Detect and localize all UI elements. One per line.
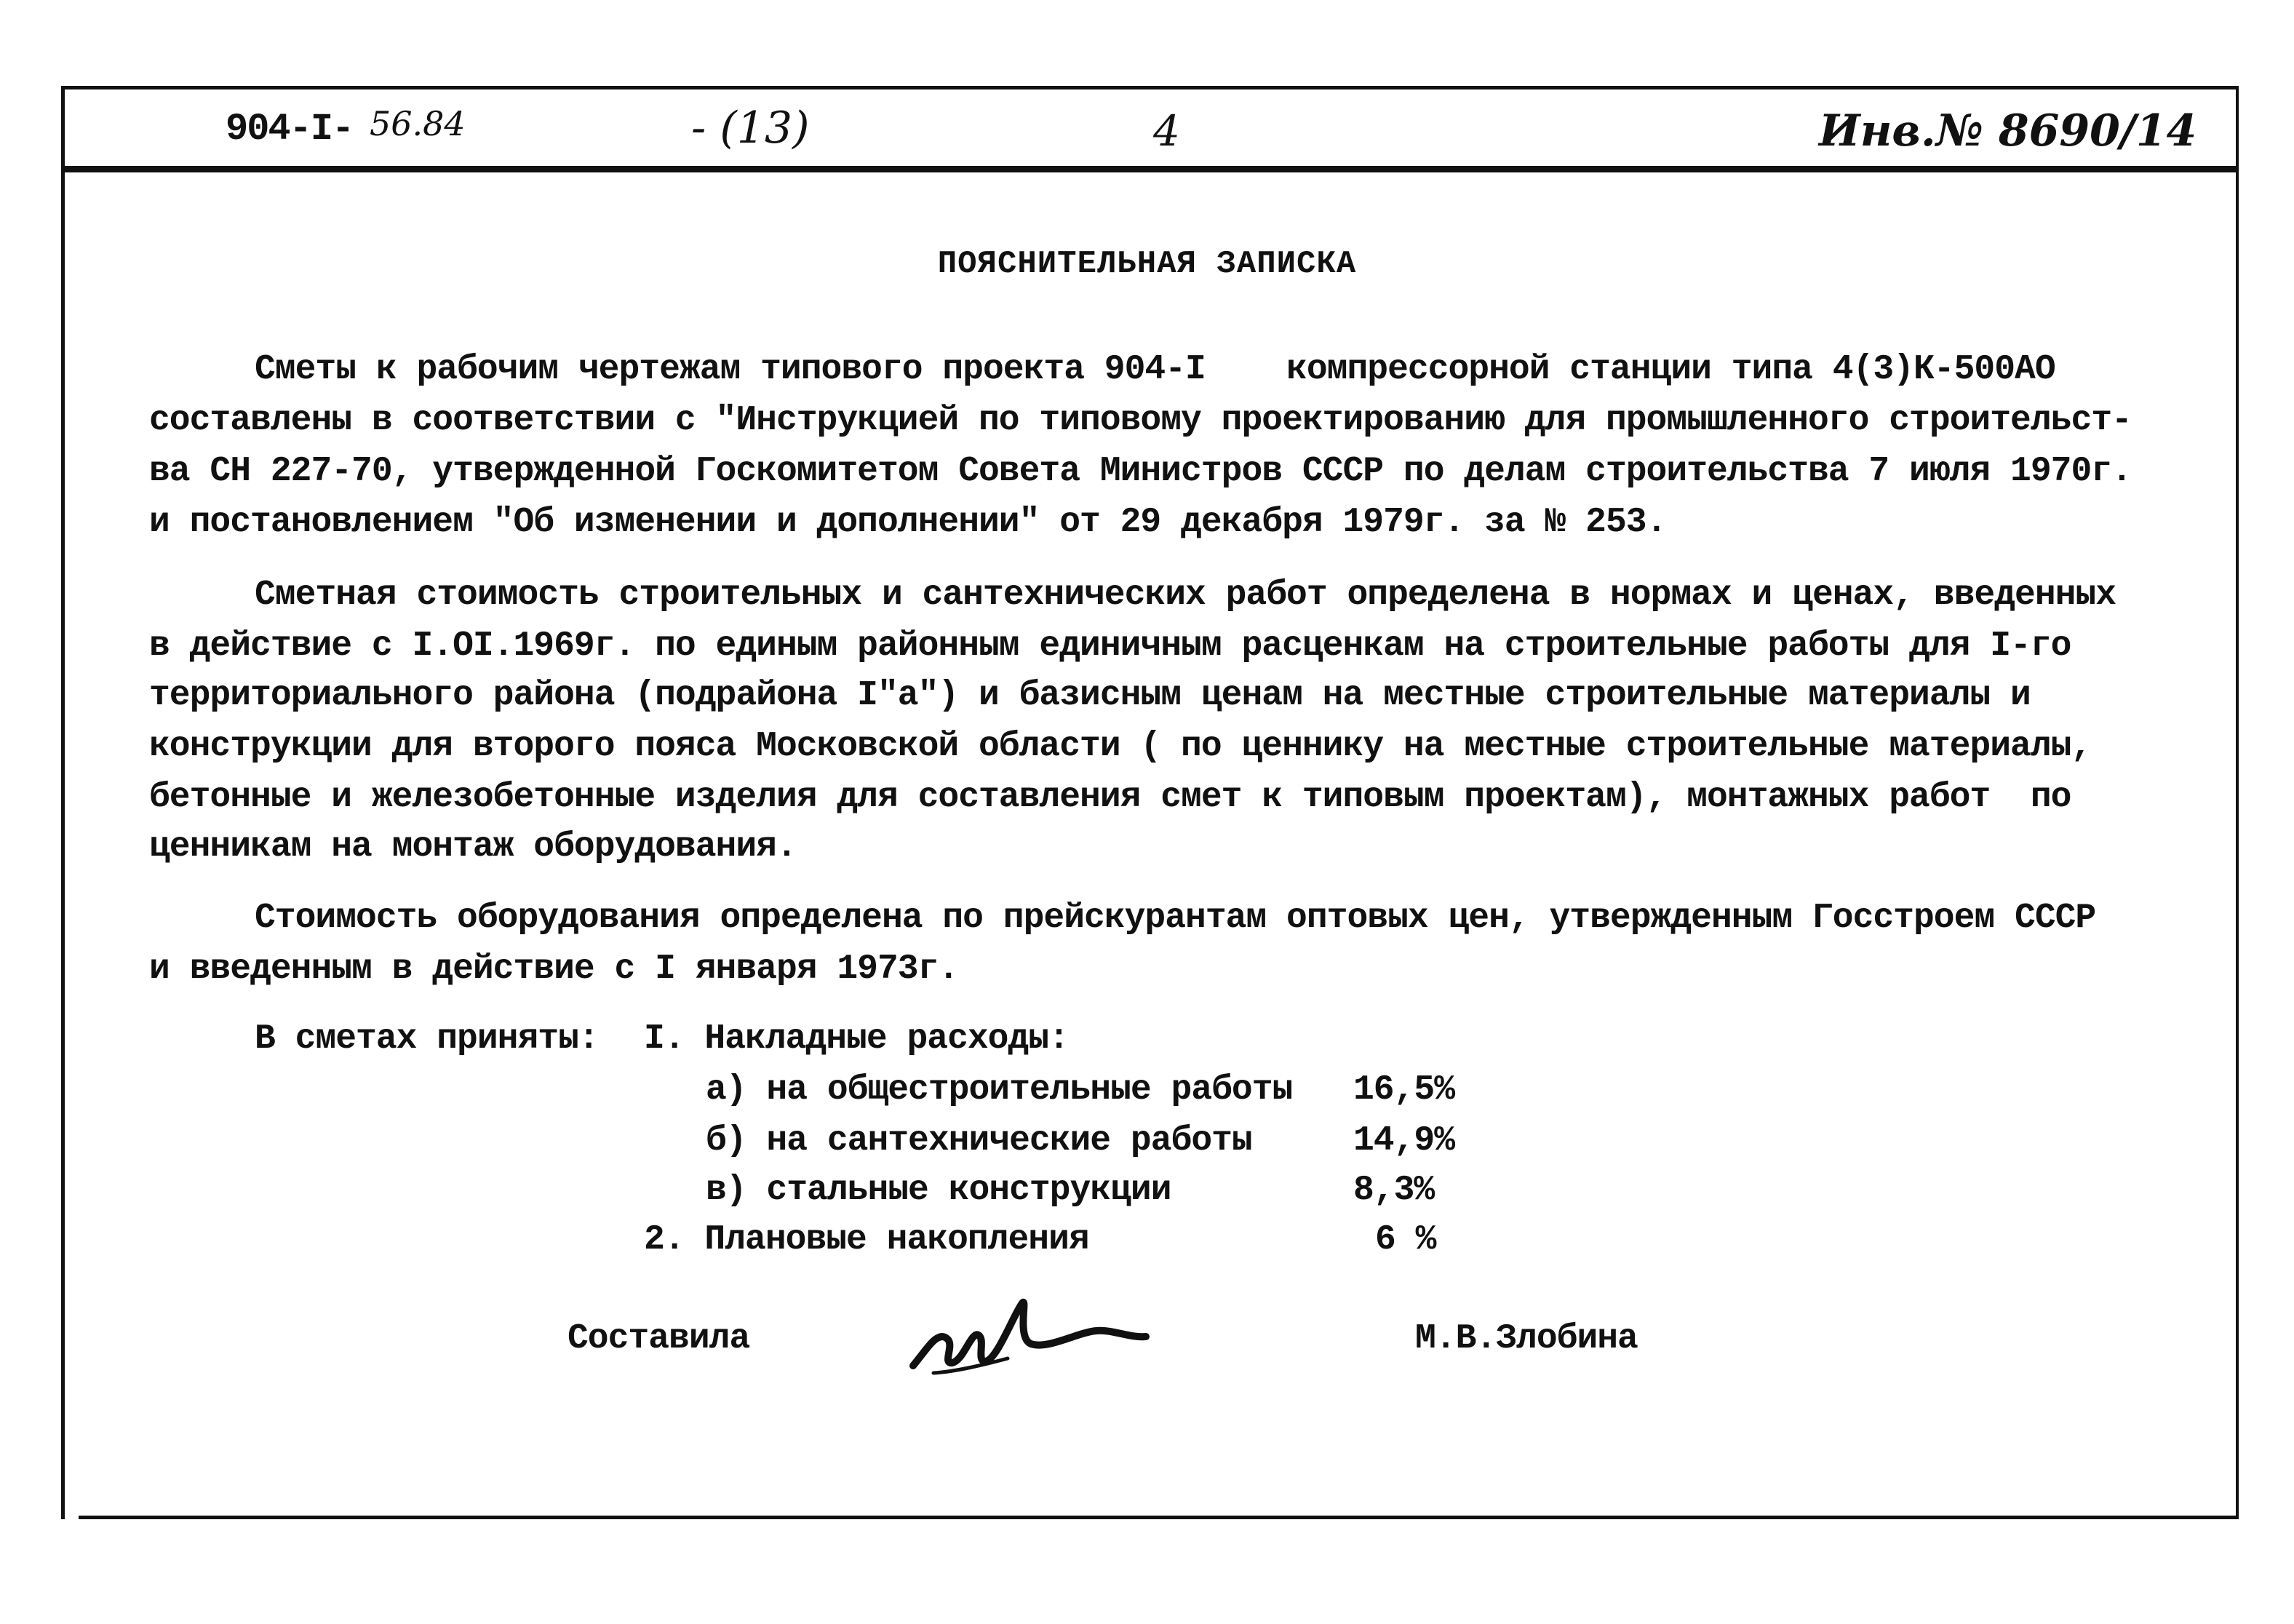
signatory-name: М.В.Злобина xyxy=(1415,1319,1638,1358)
overhead-item-a-value: 16,5% xyxy=(1353,1070,1455,1110)
paragraph-2-line-5: бетонные и железобетонные изделия для составления смет к типовым проектам), монтажных работ по xyxy=(149,778,2071,817)
accepted-item-2: 2. Плановые накопления xyxy=(644,1220,1089,1259)
paragraph-3-line-1: Стоимость оборудования определена по прейскурантам оптовых цен, утвержденным Госстроем СССР xyxy=(255,899,2096,938)
frame-right-border xyxy=(2236,86,2239,1519)
paragraph-1-line-2: составлены в соответствии с "Инструкцией по типовому проектированию для промышленного строительст- xyxy=(149,401,2132,440)
doc-code-handwritten: 56.84 xyxy=(370,104,466,143)
paragraph-2-line-1: Сметная стоимость строительных и сантехнических работ определена в нормах и ценах, введенных xyxy=(255,576,2116,615)
paragraph-2-line-3: территориального района (подрайона I"а") и базисным ценам на местные строительные материалы и xyxy=(149,676,2031,715)
overhead-item-a-label: а) на общестроительные работы xyxy=(706,1070,1293,1110)
inventory-number: Инв.№ 8690/14 xyxy=(1819,106,2197,156)
frame-left-border xyxy=(61,86,65,1519)
accepted-item-2-value: 6 % xyxy=(1375,1220,1436,1259)
paragraph-1-line-1: Сметы к рабочим чертежам типового проекта 904-I компрессорной станции типа 4(3)К-500АО xyxy=(255,350,2055,389)
overhead-item-c-label: в) стальные конструкции xyxy=(706,1171,1171,1210)
document-title: ПОЯСНИТЕЛЬНАЯ ЗАПИСКА xyxy=(937,246,1357,282)
signature-label: Составила xyxy=(567,1319,750,1358)
overhead-item-b-label: б) на сантехнические работы xyxy=(706,1121,1252,1161)
frame-top-border xyxy=(61,86,2238,89)
paragraph-1-line-4: и постановлением "Об изменении и дополнении" от 29 декабря 1979г. за № 253. xyxy=(149,503,1667,542)
page-number: 4 xyxy=(1153,106,1180,156)
doc-code: 904-I- xyxy=(226,108,354,151)
paragraph-3-line-2: и введенным в действие с I января 1973г. xyxy=(149,950,959,989)
overhead-item-b-value: 14,9% xyxy=(1353,1121,1455,1161)
frame-bottom-border xyxy=(79,1516,2238,1519)
accepted-item-1: I. Накладные расходы: xyxy=(644,1019,1069,1059)
accepted-intro: В сметах приняты: xyxy=(255,1019,599,1059)
handwritten-signature-mark xyxy=(906,1277,1168,1390)
paragraph-1-line-3: ва СН 227-70, утвержденной Госкомитетом Совета Министров СССР по делам строительства 7 июля 1970г. xyxy=(149,452,2132,491)
paragraph-2-line-2: в действие с I.OI.1969г. по единым районным единичным расценкам на строительные работы для I-го xyxy=(149,626,2071,666)
paragraph-2-line-4: конструкции для второго пояса Московской области ( по ценнику на местные строительные материалы, xyxy=(149,727,2092,766)
sheet-reference: - (13) xyxy=(691,103,810,154)
paragraph-2-line-6: ценникам на монтаж оборудования. xyxy=(149,827,797,867)
overhead-item-c-value: 8,3% xyxy=(1353,1171,1435,1210)
header-divider xyxy=(64,166,2238,172)
